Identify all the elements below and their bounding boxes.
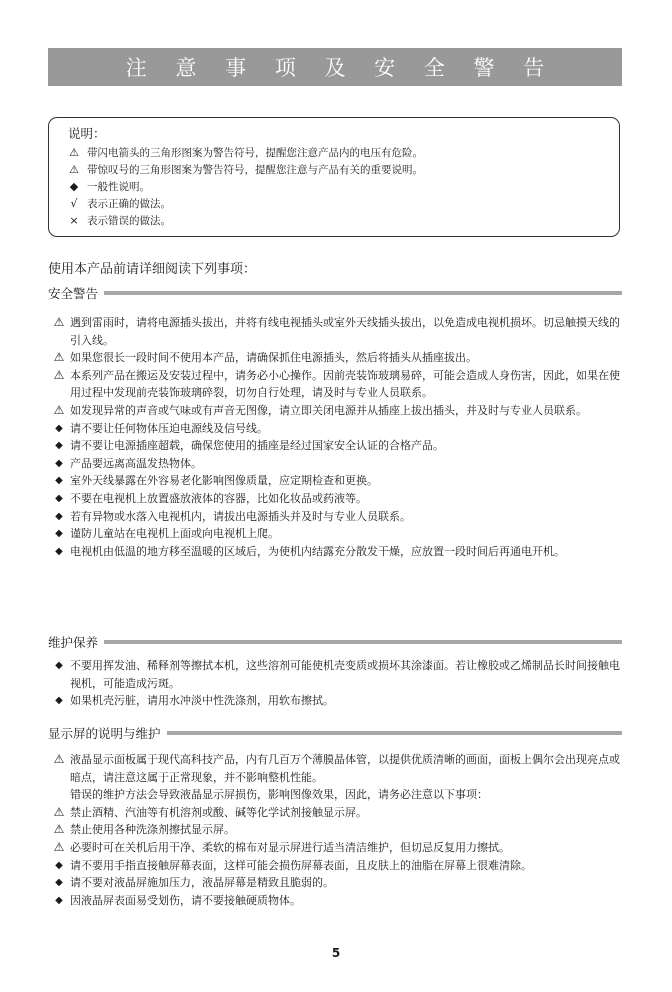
warning-triangle-icon: ⚠ xyxy=(53,402,65,417)
list-item xyxy=(48,508,622,526)
list-item-text: 如果您很长一段时间不使用本产品，请确保抓住电源插头，然后将插头从插座拔出。 xyxy=(70,351,477,365)
diamond-bullet-icon: ◆ xyxy=(69,180,79,193)
warning-triangle-icon: ⚠ xyxy=(53,752,65,766)
diamond-bullet-icon: ◆ xyxy=(55,422,63,434)
list-item xyxy=(48,804,622,822)
legend-item-text: 表示错误的做法。 xyxy=(87,215,171,227)
section-title: 显示屏的说明与维护 xyxy=(48,726,161,741)
section-heading-screen xyxy=(48,724,622,742)
warning-triangle-icon: ⚠ xyxy=(53,315,65,329)
legend-item-text: 表示正确的做法。 xyxy=(87,198,171,210)
list-item xyxy=(48,525,622,543)
legend-item xyxy=(65,144,609,161)
list-item xyxy=(48,490,622,508)
list-item-text: 禁止使用各种洗涤剂擦拭显示屏。 xyxy=(70,823,235,837)
section-title: 安全警告 xyxy=(48,286,99,301)
section-rule xyxy=(104,291,622,295)
diamond-bullet-icon: ◆ xyxy=(55,475,63,487)
check-mark-icon: √ xyxy=(70,197,78,210)
list-item xyxy=(48,402,622,420)
list-item-text: 不要用挥发油、稀释剂等擦拭本机，这些溶剂可能使机壳变质或损坏其涂漆面。若让橡胶或乙烯制品长时间接触电视机，可能造成污斑。 xyxy=(70,659,620,690)
list-item xyxy=(48,420,622,438)
list-item xyxy=(48,314,622,349)
list-item-text: 错误的维护方法会导致液晶显示屏损伤，影响图像效果，因此，请务必注意以下事项： xyxy=(70,788,488,802)
list-item-text: 液晶显示面板属于现代高科技产品，内有几百万个薄膜晶体管，以提供优质清晰的画面，面板上偶尔会出现亮点或暗点，请注意这属于正常现象，并不影响整机性能。 xyxy=(70,753,620,784)
safety-warnings-list xyxy=(48,314,622,560)
diamond-bullet-icon: ◆ xyxy=(55,440,63,452)
diamond-bullet-icon: ◆ xyxy=(55,528,63,540)
legend-list xyxy=(65,144,609,229)
list-item xyxy=(48,786,622,804)
legend-item-text: 一般性说明。 xyxy=(87,181,150,193)
diamond-bullet-icon: ◆ xyxy=(55,545,63,557)
list-item xyxy=(48,437,622,455)
list-item-text: 电视机由低温的地方移至温暖的区域后，为使机内结露充分散发干燥，应放置一段时间后再通电开机。 xyxy=(70,544,565,558)
list-item-text: 请不要让电源插座超载，确保您使用的插座是经过国家安全认证的合格产品。 xyxy=(70,439,444,453)
diamond-bullet-icon: ◆ xyxy=(55,894,63,906)
list-item xyxy=(48,692,622,710)
list-item xyxy=(48,874,622,892)
section-rule xyxy=(104,640,622,644)
cross-mark-icon: × xyxy=(69,214,79,227)
list-item xyxy=(48,657,622,692)
diamond-bullet-icon: ◆ xyxy=(55,492,63,504)
diamond-bullet-icon: ◆ xyxy=(55,457,63,469)
page-title-banner xyxy=(48,48,622,86)
list-item-text: 如发现异常的声音或气味或有声音无图像，请立即关闭电源并从插座上拔出插头，并及时与专业人员联系。 xyxy=(70,403,587,417)
list-item xyxy=(48,543,622,561)
list-item-text: 室外天线暴露在外容易老化影响图像质量，应定期检查和更换。 xyxy=(70,474,378,488)
legend-item xyxy=(65,195,609,212)
section-rule xyxy=(167,731,622,735)
diamond-bullet-icon: ◆ xyxy=(55,660,63,671)
list-item-text: 请不要对液晶屏施加压力，液晶屏幕是精致且脆弱的。 xyxy=(70,876,334,890)
diamond-bullet-icon: ◆ xyxy=(55,877,63,889)
list-item-text: 不要在电视机上放置盛放液体的容器，比如化妆品或药液等。 xyxy=(70,491,367,505)
legend-item-text: 带惊叹号的三角形图案为警告符号，提醒您注意与产品有关的重要说明。 xyxy=(87,164,423,176)
warning-triangle-icon: ⚠ xyxy=(69,146,79,159)
list-item-text: 本系列产品在搬运及安装过程中，请务必小心操作。因前壳装饰玻璃易碎，可能会造成人身伤害，因此，如果在使用过程中发现前壳装饰玻璃碎裂，切勿自行处理，请及时与专业人员联系。 xyxy=(70,368,620,400)
page-number: 5 xyxy=(331,946,341,960)
diamond-bullet-icon: ◆ xyxy=(55,859,63,871)
warning-triangle-icon: ⚠ xyxy=(53,822,65,837)
list-item-text: 谨防儿童站在电视机上面或向电视机上爬。 xyxy=(70,527,279,541)
symbol-legend-box xyxy=(48,117,620,237)
list-item-text: 产品要远离高温发热物体。 xyxy=(70,456,202,470)
list-item-text: 禁止酒精、汽油等有机溶剂或酸、碱等化学试剂接触显示屏。 xyxy=(70,805,367,819)
list-item xyxy=(48,839,622,857)
list-item-text: 必要时可在关机后用干净、柔软的棉布对显示屏进行适当清洁维护，但切忌反复用力擦拭。 xyxy=(70,840,510,854)
section-heading-safety xyxy=(48,284,622,302)
list-item-text: 遇到雷雨时，请将电源插头拔出，并将有线电视插头或室外天线插头拔出，以免造成电视机损坏。切忌触摸天线的引入线。 xyxy=(70,316,620,347)
intro-text: 使用本产品前请详细阅读下列事项： xyxy=(48,262,257,277)
warning-triangle-icon: ⚠ xyxy=(53,804,65,819)
list-item-text: 请不要让任何物体压迫电源线及信号线。 xyxy=(70,421,268,435)
screen-care-list xyxy=(48,751,622,909)
legend-item-text: 带闪电箭头的三角形图案为警告符号，提醒您注意产品内的电压有危险。 xyxy=(87,147,423,159)
diamond-bullet-icon: ◆ xyxy=(55,695,63,707)
legend-heading: 说明： xyxy=(68,126,106,141)
list-item xyxy=(48,821,622,839)
list-item-text: 请不要用手指直接触屏幕表面，这样可能会损伤屏幕表面，且皮肤上的油脂在屏幕上很难清除。 xyxy=(70,858,532,872)
section-title: 维护保养 xyxy=(48,635,99,650)
list-item xyxy=(48,857,622,875)
list-item xyxy=(48,349,622,367)
list-item-text: 如果机壳污脏，请用水冲淡中性洗涤剂，用软布擦拭。 xyxy=(70,694,334,708)
list-item xyxy=(48,751,622,786)
list-item xyxy=(48,455,622,473)
page-title: 注 意 事 项 及 安 全 警 告 xyxy=(125,56,556,80)
diamond-bullet-icon: ◆ xyxy=(55,510,63,522)
legend-item xyxy=(65,212,609,229)
maintenance-list xyxy=(48,657,622,710)
section-heading-maintenance xyxy=(48,633,622,651)
list-item-text: 若有异物或水落入电视机内，请拔出电源插头并及时与专业人员联系。 xyxy=(70,509,411,523)
legend-item xyxy=(65,178,609,195)
list-item xyxy=(48,367,622,402)
list-item-text: 因液晶屏表面易受划伤，请不要接触硬质物体。 xyxy=(70,893,301,907)
warning-triangle-icon: ⚠ xyxy=(53,350,65,365)
warning-triangle-icon: ⚠ xyxy=(69,163,79,176)
list-item xyxy=(48,892,622,910)
list-item xyxy=(48,472,622,490)
warning-triangle-icon: ⚠ xyxy=(53,367,65,382)
warning-triangle-icon: ⚠ xyxy=(53,839,65,854)
legend-item xyxy=(65,161,609,178)
